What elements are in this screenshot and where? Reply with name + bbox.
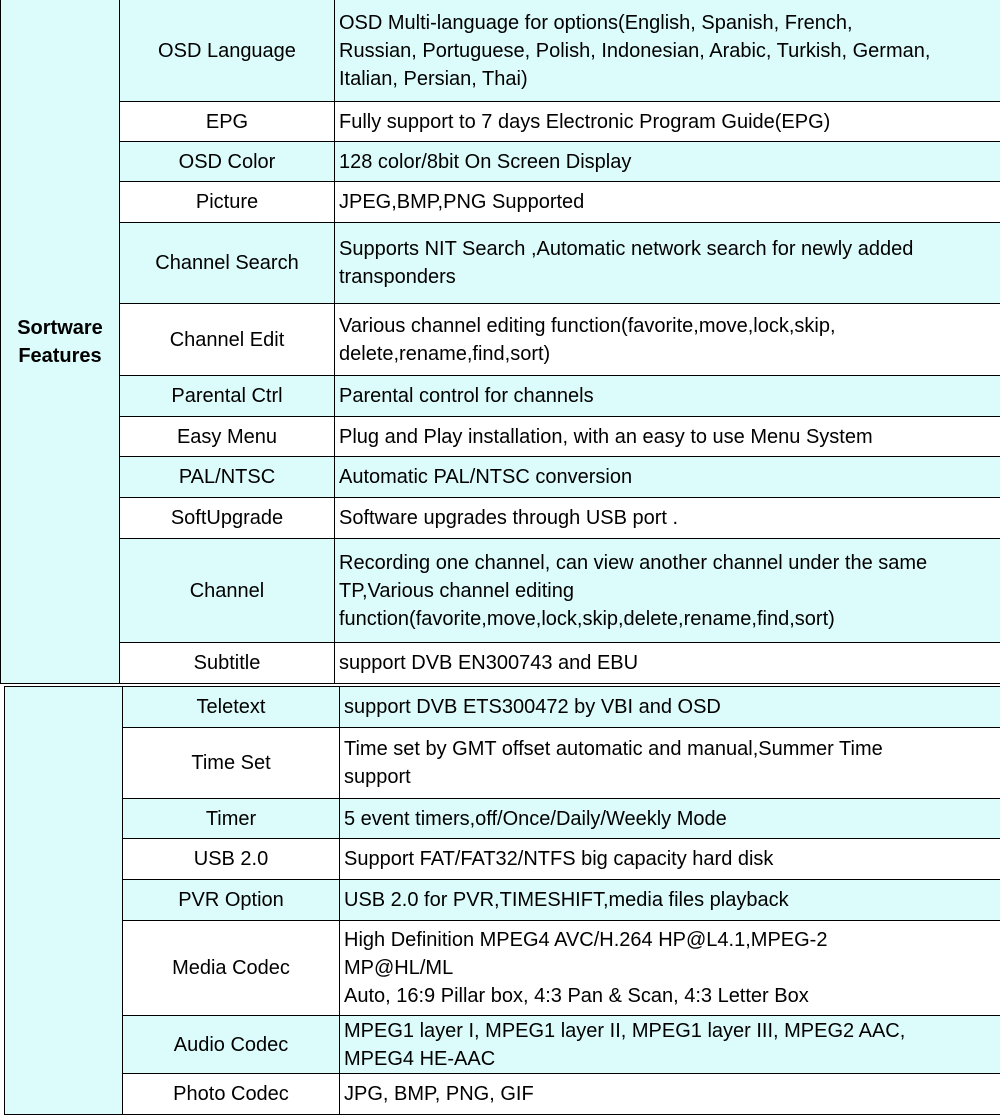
- table-row: [5, 728, 1000, 799]
- feature-description: OSD Multi-language for options(English, Spanish, French, Russian, Portuguese, Polish, Indonesian, Arabic, Turkish, German, Italian, Persian, Thai): [335, 0, 1000, 102]
- feature-description: 128 color/8bit On Screen Display: [335, 142, 1000, 182]
- feature-description: 5 event timers,off/Once/Daily/Weekly Mode: [340, 799, 1000, 839]
- feature-name: OSD Language: [120, 0, 335, 102]
- category-label: Sortware Features: [1, 0, 120, 684]
- av-features-table: [4, 686, 1000, 1115]
- table-row: [5, 921, 1000, 1016]
- feature-description: High Definition MPEG4 AVC/H.264 HP@L4.1,MPEG-2 MP@HL/ML Auto, 16:9 Pillar box, 4:3 Pan & Scan, 4:3 Letter Box: [340, 921, 1000, 1016]
- feature-name: Audio Codec: [123, 1016, 340, 1074]
- table-row: [1, 182, 1000, 223]
- feature-description: Various channel editing function(favorite,move,lock,skip, delete,rename,find,sort): [335, 304, 1000, 376]
- feature-description: Recording one channel, can view another channel under the same TP,Various channel editing function(favorite,move,lock,skip,delete,rename,find,sort): [335, 539, 1000, 643]
- feature-name: Channel Search: [120, 223, 335, 304]
- feature-description: support DVB ETS300472 by VBI and OSD: [340, 687, 1000, 728]
- feature-description: support DVB EN300743 and EBU: [335, 643, 1000, 684]
- feature-name: Photo Codec: [123, 1074, 340, 1115]
- feature-description: JPG, BMP, PNG, GIF: [340, 1074, 1000, 1115]
- feature-description: Software upgrades through USB port .: [335, 498, 1000, 539]
- table-row: [1, 102, 1000, 142]
- feature-name: Time Set: [123, 728, 340, 799]
- feature-name: EPG: [120, 102, 335, 142]
- category-label: [5, 687, 123, 1115]
- feature-name: OSD Color: [120, 142, 335, 182]
- feature-description: JPEG,BMP,PNG Supported: [335, 182, 1000, 223]
- feature-name: PVR Option: [123, 880, 340, 921]
- feature-name: Channel: [120, 539, 335, 643]
- feature-description: Fully support to 7 days Electronic Program Guide(EPG): [335, 102, 1000, 142]
- table-row: [1, 417, 1000, 457]
- table-row: [5, 799, 1000, 839]
- table-row: [5, 880, 1000, 921]
- feature-name: Parental Ctrl: [120, 376, 335, 417]
- table-row: [1, 498, 1000, 539]
- feature-description: MPEG1 layer I, MPEG1 layer II, MPEG1 layer III, MPEG2 AAC, MPEG4 HE-AAC: [340, 1016, 1000, 1074]
- table-row: [1, 223, 1000, 304]
- table-row: [1, 539, 1000, 643]
- table-row: [5, 687, 1000, 728]
- feature-name: Teletext: [123, 687, 340, 728]
- table-row: [5, 1074, 1000, 1115]
- table-row: [1, 304, 1000, 376]
- table-row: [1, 643, 1000, 684]
- feature-name: Channel Edit: [120, 304, 335, 376]
- feature-description: Time set by GMT offset automatic and manual,Summer Time support: [340, 728, 1000, 799]
- feature-description: Plug and Play installation, with an easy to use Menu System: [335, 417, 1000, 457]
- feature-name: Picture: [120, 182, 335, 223]
- feature-description: USB 2.0 for PVR,TIMESHIFT,media files playback: [340, 880, 1000, 921]
- feature-name: PAL/NTSC: [120, 457, 335, 498]
- table-row: [1, 457, 1000, 498]
- feature-description: Automatic PAL/NTSC conversion: [335, 457, 1000, 498]
- feature-name: Easy Menu: [120, 417, 335, 457]
- feature-description: Support FAT/FAT32/NTFS big capacity hard disk: [340, 839, 1000, 880]
- table-row: [5, 839, 1000, 880]
- feature-name: Media Codec: [123, 921, 340, 1016]
- table-row: [1, 376, 1000, 417]
- feature-name: USB 2.0: [123, 839, 340, 880]
- table-row: [5, 1016, 1000, 1074]
- table-row: [1, 0, 1000, 102]
- feature-description: Parental control for channels: [335, 376, 1000, 417]
- feature-name: Timer: [123, 799, 340, 839]
- feature-name: SoftUpgrade: [120, 498, 335, 539]
- feature-name: Subtitle: [120, 643, 335, 684]
- feature-description: Supports NIT Search ,Automatic network search for newly added transponders: [335, 223, 1000, 304]
- table-row: [1, 142, 1000, 182]
